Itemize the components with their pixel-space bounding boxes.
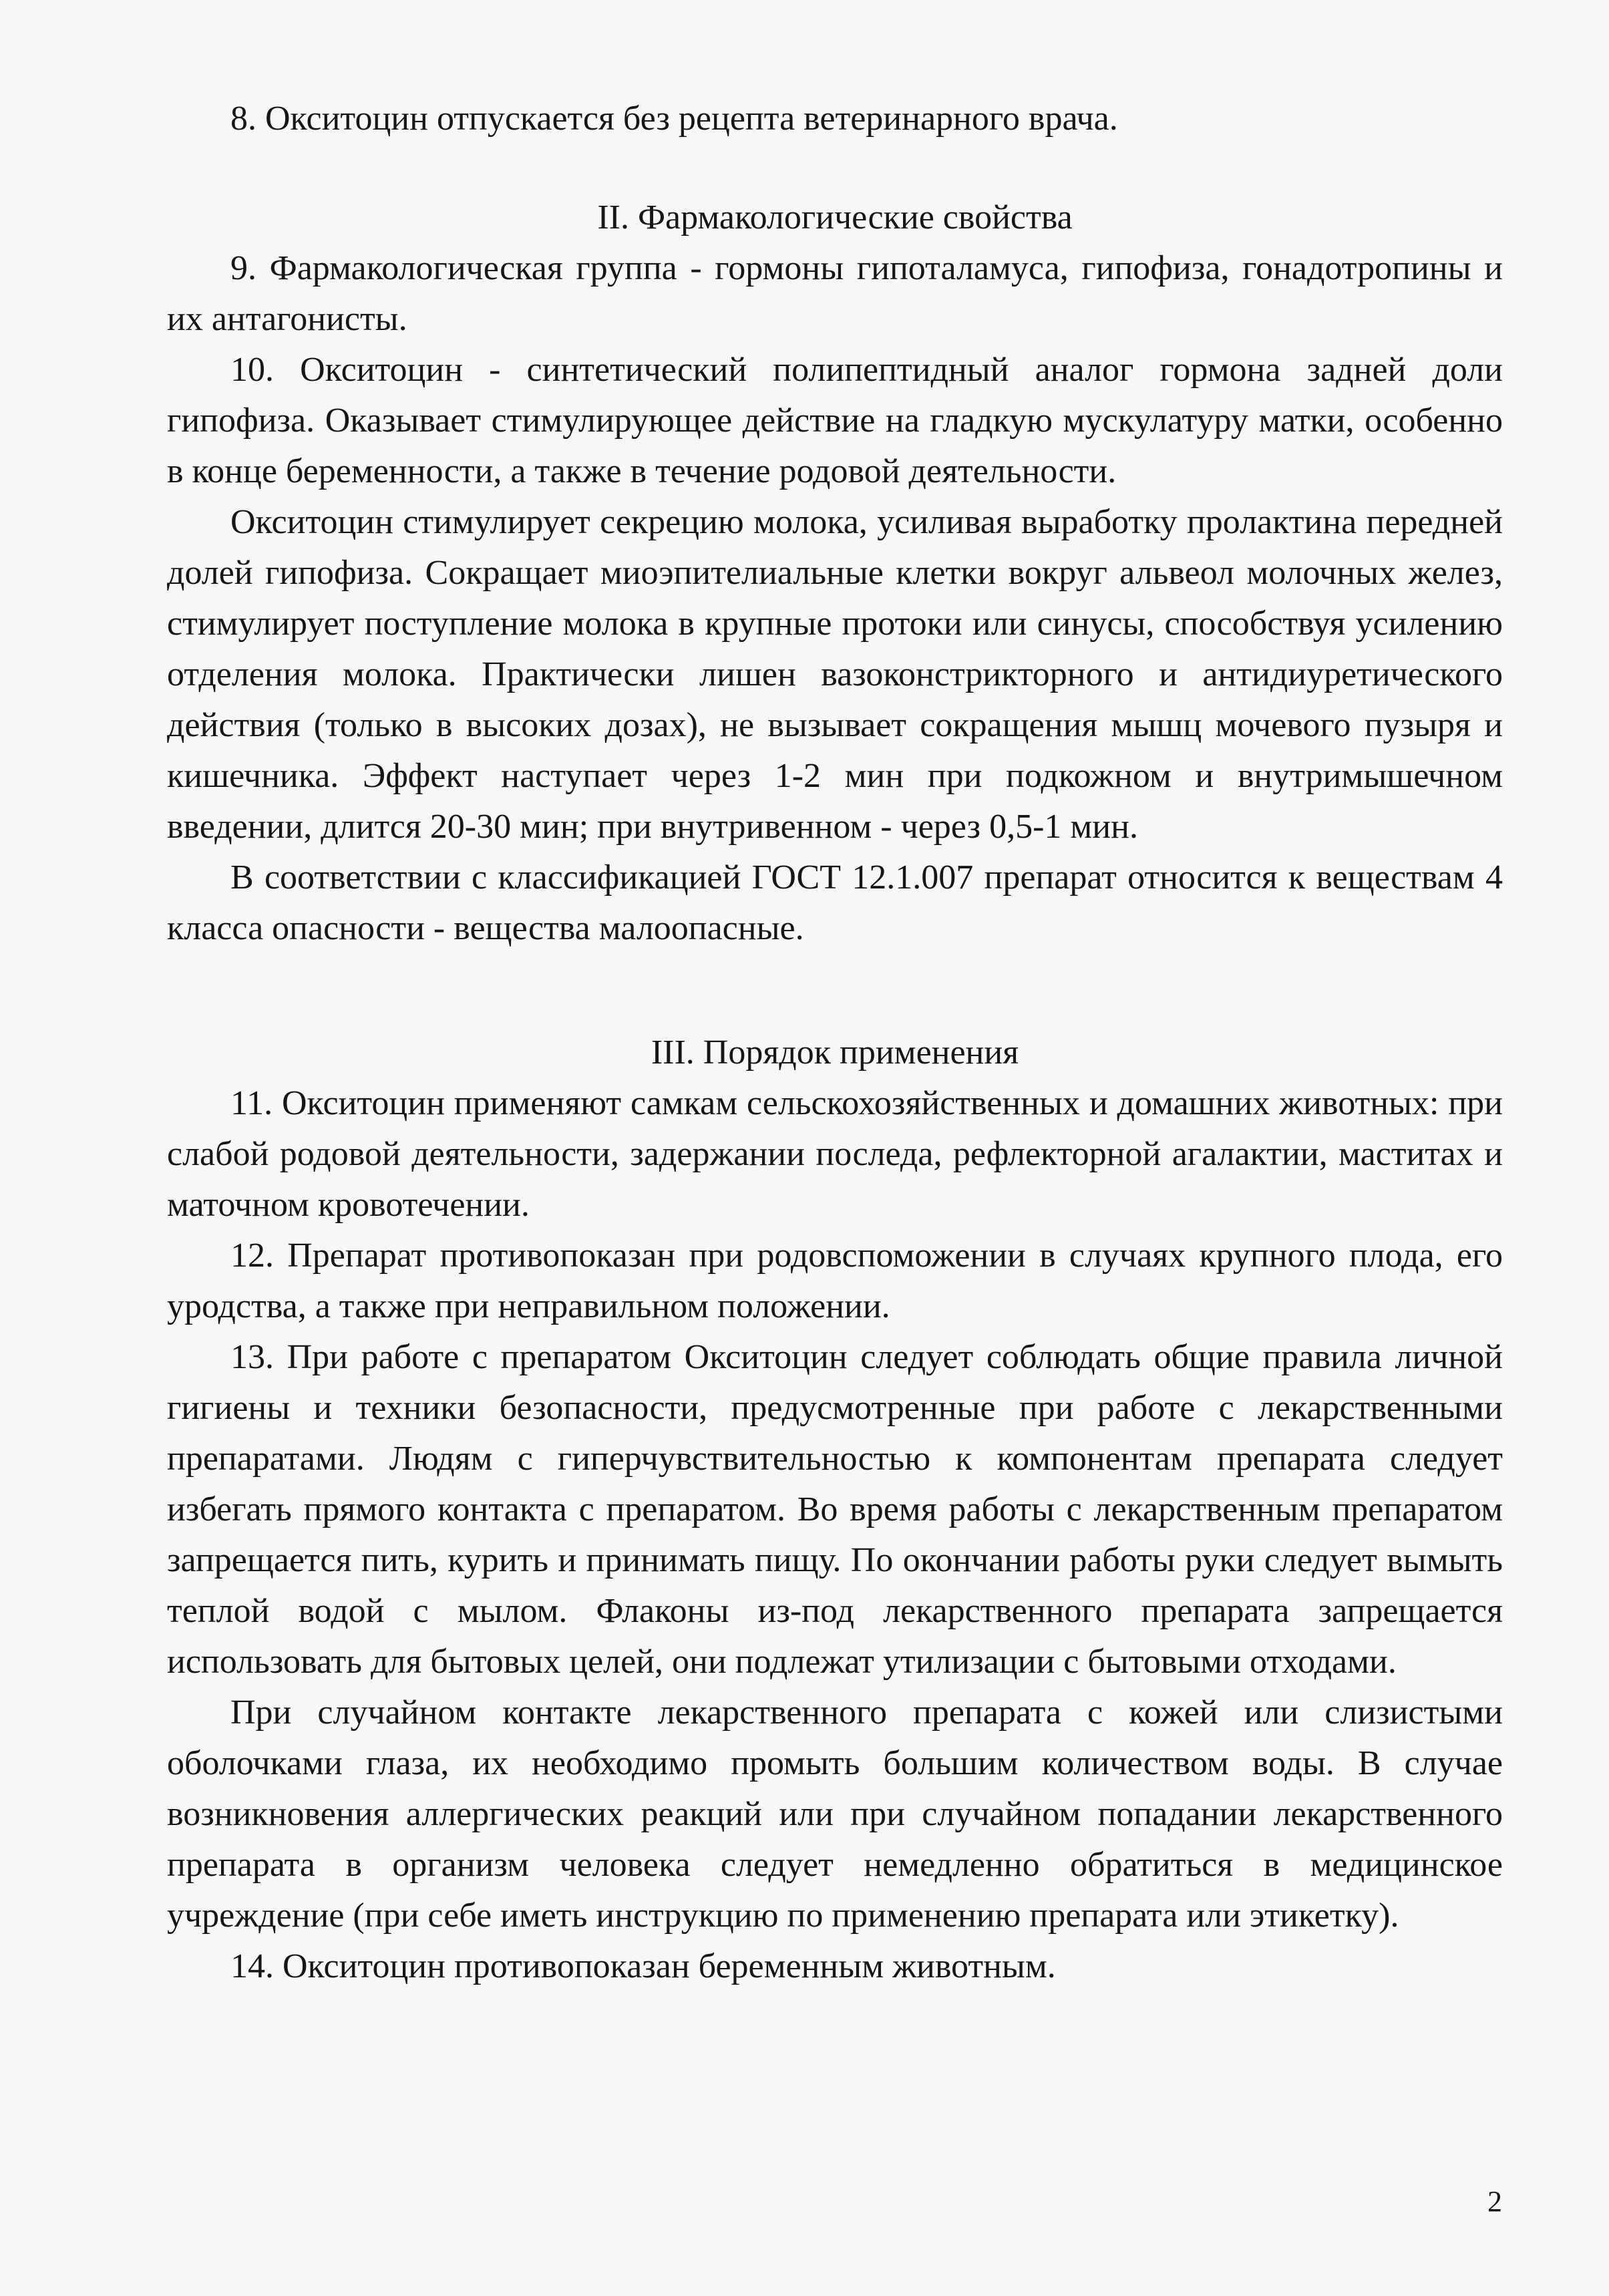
- paragraph-item-11: 11. Окситоцин применяют самкам сельскохозяйственных и домашних животных: при слабой родовой деятельности, задержании последа, рефлекторной агалактии, маститах и маточном кровотечении.: [167, 1084, 1503, 1224]
- section-heading-pharmacology: II. Фармакологические свойства: [597, 198, 1073, 236]
- paragraph-item-9: 9. Фармакологическая группа - гормоны гипоталамуса, гипофиза, гонадотропины и их антагонисты.: [167, 249, 1503, 338]
- section-gap: [167, 144, 1503, 192]
- paragraph-accidental-contact: При случайном контакте лекарственного препарата с кожей или слизистыми оболочками глаза, их необходимо промыть большим количеством воды. В случае возникновения аллергических реакций или при случайном попадании лекарственного препарата в организм человека следует немедленно обратиться в медицинское учреждение (при себе иметь инструкцию по применению препарата или этикетку).: [167, 1693, 1503, 1935]
- section-gap: [167, 954, 1503, 1027]
- paragraph-item-12: 12. Препарат противопоказан при родовспоможении в случаях крупного плода, его уродства, а также при неправильном положении.: [167, 1237, 1503, 1325]
- paragraph-item-14: 14. Окситоцин противопоказан беременным животным.: [230, 1947, 1056, 1985]
- paragraph-hazard-class: В соответствии с классификацией ГОСТ 12.1.007 препарат относится к веществам 4 класса опасности - вещества малоопасные.: [167, 858, 1503, 947]
- paragraph-item-8: 8. Окситоцин отпускается без рецепта ветеринарного врача.: [230, 100, 1118, 138]
- paragraph-item-13: 13. При работе с препаратом Окситоцин следует соблюдать общие правила личной гигиены и техники безопасности, предусмотренные при работе с лекарственными препаратами. Людям с гиперчувствительностью к компонентам препарата следует избегать прямого контакта с препаратом. Во время работы с лекарственным препаратом запрещается пить, курить и принимать пищу. По окончании работы руки следует вымыть теплой водой с мылом. Флаконы из-под лекарственного препарата запрещается использовать для бытовых целей, они подлежат утилизации с бытовыми отходами.: [167, 1338, 1503, 1681]
- page-content: [167, 94, 1503, 1992]
- section-heading-usage: III. Порядок применения: [651, 1033, 1019, 1072]
- page-number: 2: [1487, 2185, 1502, 2218]
- paragraph-item-10: 10. Окситоцин - синтетический полипептидный аналог гормона задней доли гипофиза. Оказывает стимулирующее действие на гладкую мускулатуру матки, особенно в конце беременности, а также в течение родовой деятельности.: [167, 351, 1503, 490]
- paragraph-lactation: Окситоцин стимулирует секрецию молока, усиливая выработку пролактина передней долей гипофиза. Сокращает миоэпителиальные клетки вокруг альвеол молочных желез, стимулирует поступление молока в крупные протоки или синусы, способствуя усилению отделения молока. Практически лишен вазоконстрикторного и антидиуретического действия (только в высоких дозах), не вызывает сокращения мышц мочевого пузыря и кишечника. Эффект наступает через 1-2 мин при подкожном и внутримышечном введении, длится 20-30 мин; при внутривенном - через 0,5-1 мин.: [167, 503, 1503, 846]
